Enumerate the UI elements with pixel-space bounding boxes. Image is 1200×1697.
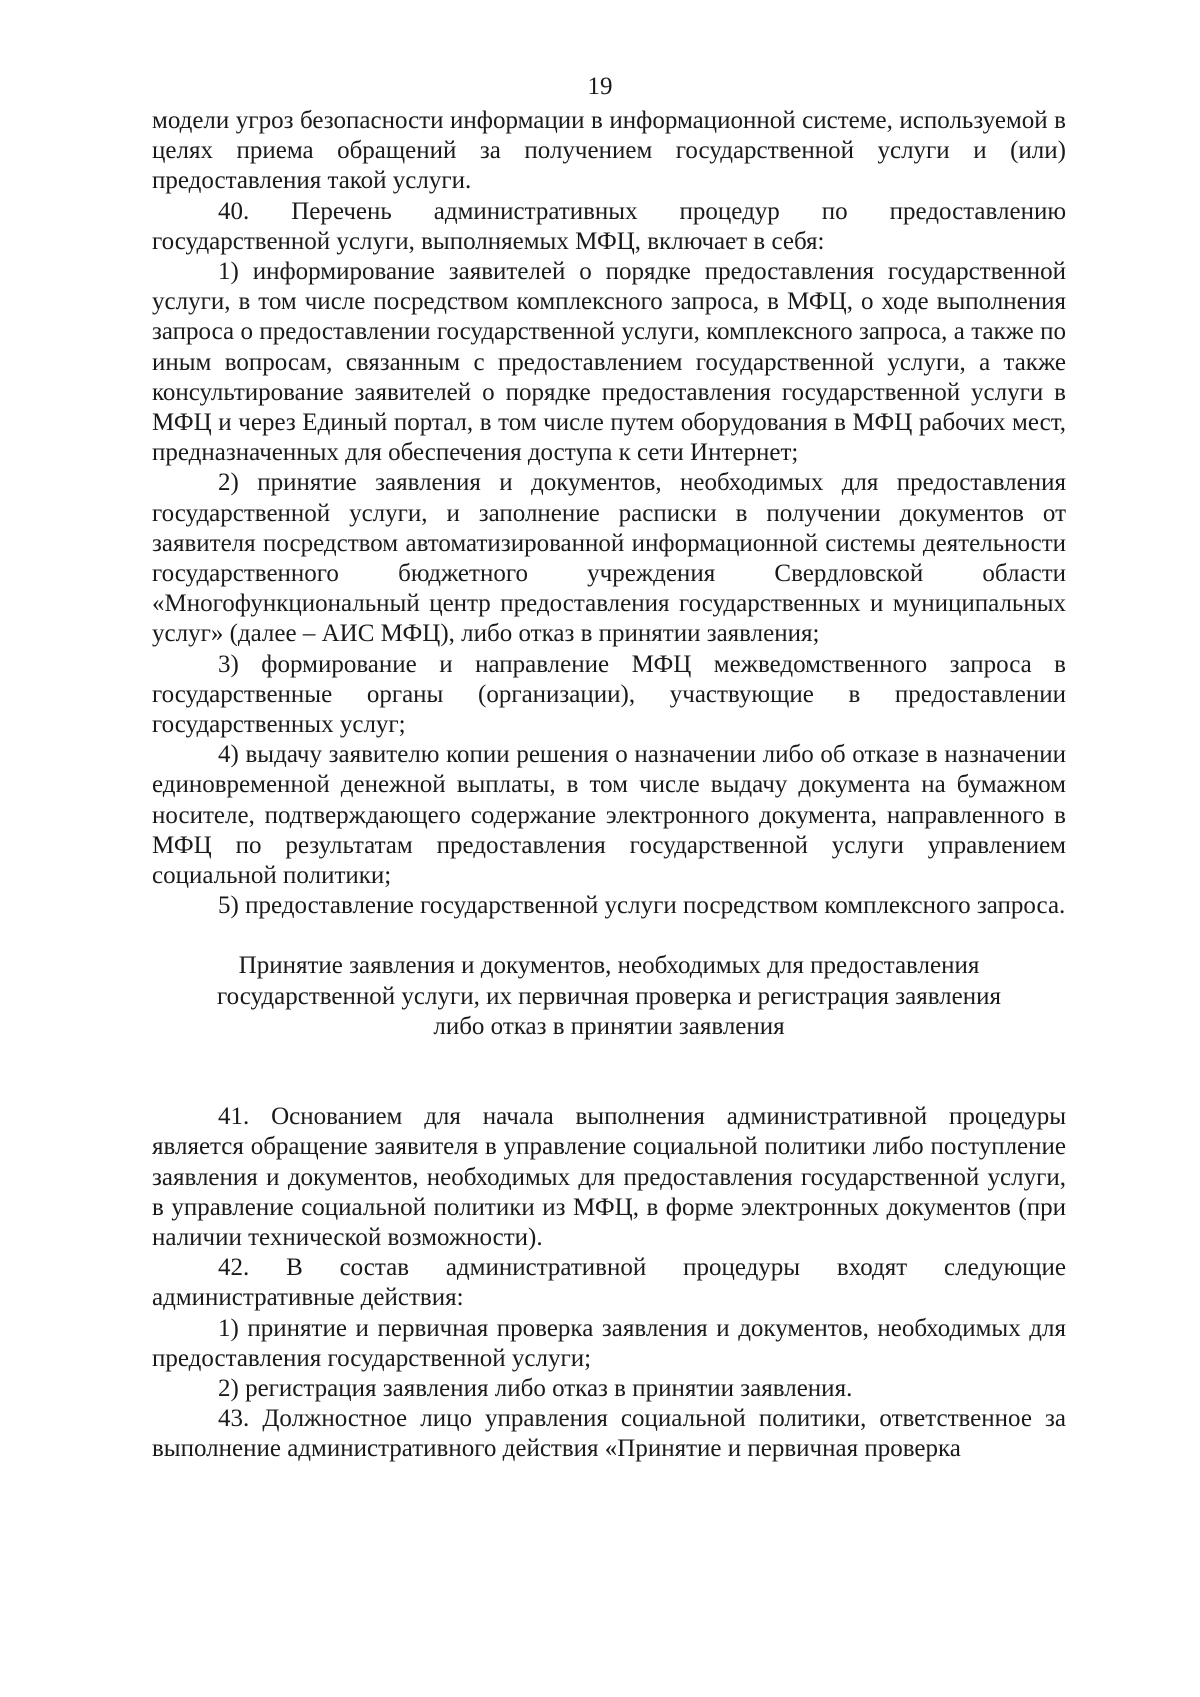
- list-item-2: 2) принятие заявления и документов, необходимых для предоставления государственной услуги, и заполнение расписки в получении документов от заявителя посредством автоматизированной информационной системы деятельности государственного бюджетного учреждения Свердловской области «Многофункциональный центр предоставления государственных и муниципальных услуг» (далее – АИС МФЦ), либо отказ в принятии заявления;: [152, 469, 1066, 648]
- section-heading: Принятие заявления и документов, необходимых для предоставления государственной услуги, их первичная проверка и регистрация заявления либо отказ в принятии заявления: [216, 952, 1002, 1040]
- list-item-4: 4) выдачу заявителю копии решения о назначении либо об отказе в назначении единовременной денежной выплаты, в том числе выдачу документа на бумажном носителе, подтверждающего содержание электронного документа, направленного в МФЦ по результатам предоставления государственной услуги управлением социальной политики;: [152, 741, 1066, 890]
- paragraph-41: 41. Основанием для начала выполнения административной процедуры является обращение заявителя в управление социальной политики либо поступление заявления и документов, необходимых для предоставления государственной услуги, в управление социальной политики из МФЦ, в форме электронных документов (при наличии технической возможности).: [152, 1103, 1066, 1251]
- list-item-3: 3) формирование и направление МФЦ межведомственного запроса в государственные органы (организации), участвующие в предоставлении государственных услуг;: [152, 650, 1066, 739]
- paragraph-40: 40. Перечень административных процедур по предоставлению государственной услуги, выполняемых МФЦ, включает в себя:: [152, 197, 1066, 255]
- action-item-2: 2) регистрация заявления либо отказ в принятии заявления.: [218, 1374, 853, 1402]
- list-item-1: 1) информирование заявителей о порядке предоставления государственной услуги, в том числе посредством комплексного запроса, в МФЦ, о ходе выполнения запроса о предоставлении государственной услуги, комплексного запроса, а также по иным вопросам, связанным с предоставлением государственной услуги, а также консультирование заявителей о порядке предоставления государственной услуги в МФЦ и через Единый портал, в том числе путем оборудования в МФЦ рабочих мест, предназначенных для обеспечения доступа к сети Интернет;: [152, 258, 1066, 467]
- action-item-1: 1) принятие и первичная проверка заявления и документов, необходимых для предоставления государственной услуги;: [152, 1314, 1066, 1372]
- paragraph-continuation: модели угроз безопасности информации в информационной системе, используемой в целях приема обращений за получением государственной услуги и (или) предоставления такой услуги.: [152, 107, 1066, 195]
- page-number: 19: [587, 73, 613, 100]
- paragraph-42: 42. В состав административной процедуры входят следующие административные действия:: [152, 1254, 1066, 1312]
- paragraph-43: 43. Должностное лицо управления социальной политики, ответственное за выполнение административного действия «Принятие и первичная проверка: [152, 1405, 1066, 1463]
- document-body: [152, 106, 1066, 1465]
- list-item-5: 5) предоставление государственной услуги посредством комплексного запроса.: [218, 892, 1066, 920]
